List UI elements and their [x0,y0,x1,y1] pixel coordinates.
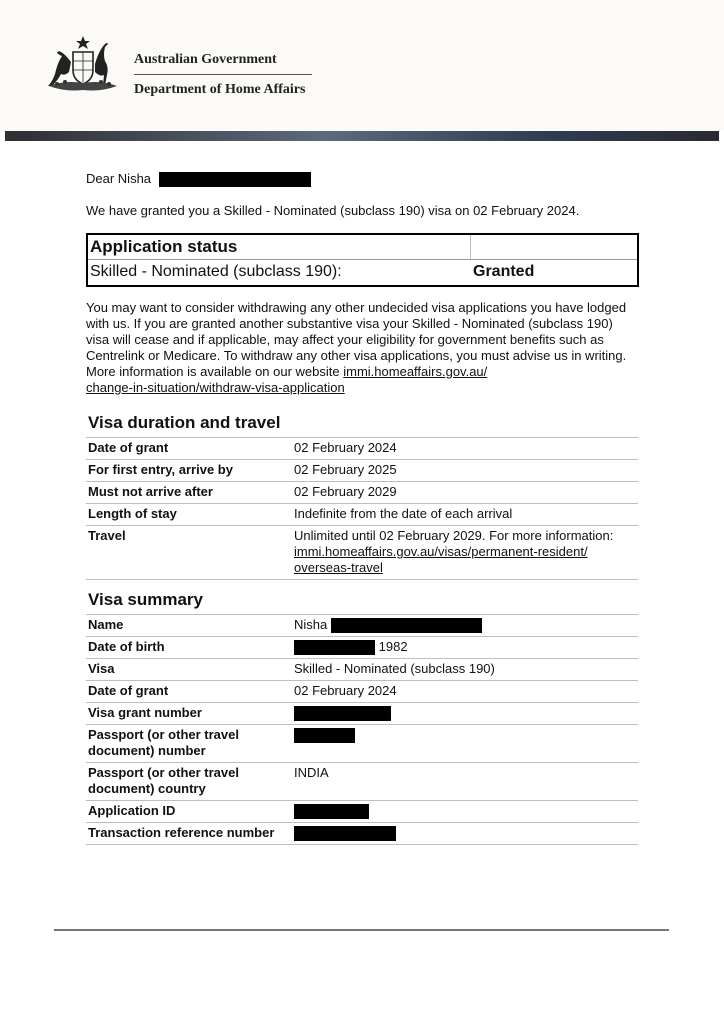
notice-text: You may want to consider withdrawing any other undecided visa applications you have lodged with us. If you are granted another substantive visa your Skilled - Nominated (subclass 190) visa will cease and if applicable, may affect your eligibility for government benefits such as Centrelink or Medicare. To withdraw any other visa applications, you must advise us in writing. More information is available on our website [86,300,627,379]
summary-section-title: Visa summary [88,590,203,609]
row-label: Length of stay [86,504,290,526]
table-row [86,526,638,580]
redaction-block [294,640,375,655]
table-row [86,659,638,681]
status-divider-vertical [470,235,471,259]
table-row [86,615,638,637]
row-value: Skilled - Nominated (subclass 190) [290,659,638,681]
row-value: INDIA [290,763,638,801]
row-label: Must not arrive after [86,482,290,504]
table-row [86,725,638,763]
row-label: Date of birth [86,637,290,659]
table-row [86,681,638,703]
travel-link[interactable]: immi.homeaffairs.gov.au/visas/permanent-resident/ overseas-travel [294,544,588,575]
redaction-block [159,172,311,187]
row-value [290,725,638,763]
table-row [86,482,638,504]
row-value: 02 February 2024 [290,681,638,703]
salutation [86,170,311,188]
row-value: Indefinite from the date of each arrival [290,504,638,526]
row-value: Nisha [290,615,638,637]
table-row [86,637,638,659]
row-label: Passport (or other travel document) country [86,763,290,801]
table-row [86,801,638,823]
table-row [86,460,638,482]
status-value: Granted [473,263,535,280]
table-row [86,438,638,460]
letterhead [0,0,724,131]
row-value [290,801,638,823]
table-row [86,823,638,845]
row-value: 02 February 2029 [290,482,638,504]
table-row [86,703,638,725]
footer-divider [54,929,669,931]
salutation-text: Dear Nisha [86,171,152,186]
summary-table [86,614,638,845]
department-name: Department of Home Affairs [134,82,306,97]
grant-sentence: We have granted you a Skilled - Nominated (subclass 190) visa on 02 February 2024. [86,203,580,218]
row-label: Travel [86,526,290,580]
row-label: Date of grant [86,681,290,703]
row-label: Application ID [86,801,290,823]
table-row [86,504,638,526]
status-visa-label: Skilled - Nominated (subclass 190): [90,263,342,280]
application-status-box [86,233,639,287]
letterhead-divider [134,74,312,75]
redaction-block [294,826,396,841]
redaction-block [294,728,355,743]
redaction-block [331,618,482,633]
row-label: Date of grant [86,438,290,460]
travel-text: Unlimited until 02 February 2029. For more information: [294,528,614,543]
row-value [290,703,638,725]
table-row [86,763,638,801]
row-label: Transaction reference number [86,823,290,845]
row-value [290,526,638,580]
row-label: Visa [86,659,290,681]
status-divider [88,259,637,260]
duration-table [86,437,638,580]
header-band [5,131,719,141]
government-name: Australian Government [134,52,277,67]
redaction-block [294,804,369,819]
row-value: 02 February 2025 [290,460,638,482]
withdraw-notice [86,300,638,396]
redaction-block [294,706,391,721]
row-label: Passport (or other travel document) number [86,725,290,763]
row-label: Name [86,615,290,637]
row-value: 1982 [290,637,638,659]
row-value: 02 February 2024 [290,438,638,460]
row-label: Visa grant number [86,703,290,725]
duration-section-title: Visa duration and travel [88,413,281,432]
status-title: Application status [90,237,238,256]
coat-of-arms-icon [43,34,123,96]
withdraw-link[interactable]: immi.homeaffairs.gov.au/ change-in-situation/withdraw-visa-application [86,364,488,395]
row-value [290,823,638,845]
row-label: For first entry, arrive by [86,460,290,482]
